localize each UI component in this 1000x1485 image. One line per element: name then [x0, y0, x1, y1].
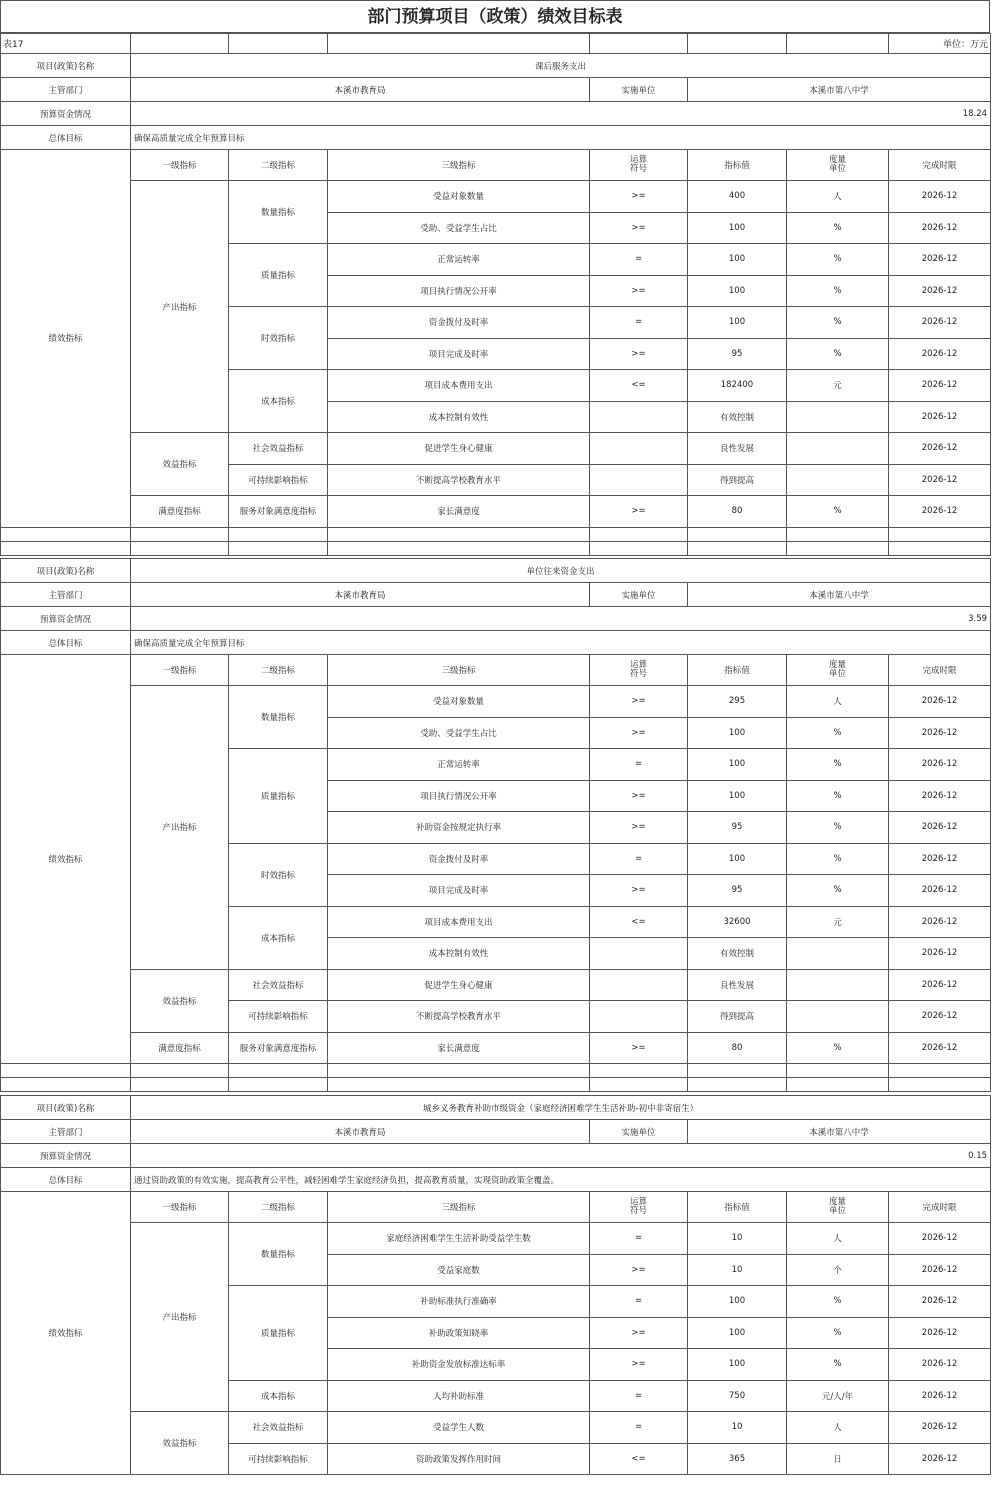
value-cell: 100: [688, 749, 787, 781]
unit-cell: %: [787, 307, 889, 339]
lvl3-indicator: 家长满意度: [328, 496, 590, 528]
empty-cell: [590, 527, 688, 541]
unit-cell: 人: [787, 686, 889, 718]
label-overall-goal: 总体目标: [1, 631, 131, 655]
header-unit: [787, 655, 889, 686]
deadline-cell: 2026-12: [889, 1443, 991, 1475]
label-overall-goal: 总体目标: [1, 126, 131, 150]
header-operator: [590, 150, 688, 181]
header-operator-line2: 符号: [629, 669, 647, 679]
empty-cell: [131, 541, 229, 555]
lvl2-indicator: 数量指标: [229, 1223, 328, 1286]
table-row: [1, 1223, 991, 1255]
empty-cell: [787, 527, 889, 541]
value-cell: 100: [688, 307, 787, 339]
empty-cell: [590, 1078, 688, 1092]
empty-cell: [787, 541, 889, 555]
lvl2-indicator: 质量指标: [229, 244, 328, 307]
header-unit-line1: 度量: [828, 1197, 846, 1207]
project-name-value: 单位往来资金支出: [131, 559, 991, 583]
deadline-cell: 2026-12: [889, 843, 991, 875]
deadline-cell: 2026-12: [889, 1001, 991, 1033]
lvl3-indicator: 项目完成及时率: [328, 875, 590, 907]
value-cell: 100: [688, 843, 787, 875]
operator-cell: =: [590, 1380, 688, 1412]
value-cell: 400: [688, 181, 787, 213]
lvl3-indicator: 受益家庭数: [328, 1254, 590, 1286]
header-operator: [590, 655, 688, 686]
operator-cell: >=: [590, 780, 688, 812]
label-project-name: 项目(政策)名称: [1, 54, 131, 78]
label-perf: 绩效指标: [1, 1192, 131, 1475]
value-cell: 100: [688, 275, 787, 307]
lvl3-indicator: 成本控制有效性: [328, 401, 590, 433]
empty-cell: [131, 527, 229, 541]
lvl3-indicator: 资助政策发挥作用时间: [328, 1443, 590, 1475]
operator-cell: [590, 401, 688, 433]
unit-cell: 个: [787, 1254, 889, 1286]
operator-cell: >=: [590, 275, 688, 307]
deadline-cell: 2026-12: [889, 812, 991, 844]
empty-cell: [229, 527, 328, 541]
unit-cell: 人: [787, 1223, 889, 1255]
header-lvl3: 三级指标: [328, 655, 590, 686]
lvl3-indicator: 正常运转率: [328, 749, 590, 781]
header-value: 指标值: [688, 1192, 787, 1223]
value-cell: 100: [688, 1349, 787, 1381]
header-operator-line1: 运算: [629, 1197, 647, 1207]
deadline-cell: 2026-12: [889, 338, 991, 370]
lvl2-indicator: 成本指标: [229, 370, 328, 433]
operator-cell: >=: [590, 1317, 688, 1349]
header-lvl1: 一级指标: [131, 1192, 229, 1223]
header-unit-line1: 度量: [828, 660, 846, 670]
deadline-cell: 2026-12: [889, 1223, 991, 1255]
operator-cell: >=: [590, 496, 688, 528]
unit-cell: 日: [787, 1443, 889, 1475]
header-unit-line2: 单位: [828, 669, 846, 679]
table-row: [1, 1412, 991, 1444]
value-cell: 10: [688, 1412, 787, 1444]
unit-cell: 元: [787, 370, 889, 402]
lvl2-indicator: 可持续影响指标: [229, 464, 328, 496]
operator-cell: =: [590, 307, 688, 339]
lvl2-indicator: 服务对象满意度指标: [229, 1032, 328, 1064]
operator-cell: >=: [590, 717, 688, 749]
empty-cell: [131, 1064, 229, 1078]
unit-cell: %: [787, 338, 889, 370]
label-perf: 绩效指标: [1, 655, 131, 1064]
value-cell: 95: [688, 875, 787, 907]
label-dept: 主管部门: [1, 78, 131, 102]
lvl3-indicator: 项目执行情况公开率: [328, 275, 590, 307]
operator-cell: =: [590, 843, 688, 875]
empty-cell: [688, 527, 787, 541]
empty-cell: [1, 1078, 131, 1092]
overall-goal-value: 确保高质量完成全年预算目标: [131, 631, 991, 655]
lvl1-indicator: 满意度指标: [131, 1032, 229, 1064]
header-operator-line1: 运算: [629, 155, 647, 165]
value-cell: 182400: [688, 370, 787, 402]
empty-cell: [229, 541, 328, 555]
label-budget: 预算资金情况: [1, 607, 131, 631]
empty-cell: [688, 1064, 787, 1078]
project-name-value: 课后服务支出: [131, 54, 991, 78]
operator-cell: <=: [590, 370, 688, 402]
lvl2-indicator: 数量指标: [229, 686, 328, 749]
deadline-cell: 2026-12: [889, 1286, 991, 1318]
operator-cell: [590, 938, 688, 970]
lvl2-indicator: 可持续影响指标: [229, 1001, 328, 1033]
operator-cell: =: [590, 1286, 688, 1318]
operator-cell: <=: [590, 1443, 688, 1475]
lvl3-indicator: 正常运转率: [328, 244, 590, 276]
section-table: [0, 558, 991, 1092]
header-unit-line2: 单位: [828, 1206, 846, 1216]
lvl3-indicator: 资金拨付及时率: [328, 307, 590, 339]
lvl1-indicator: 效益指标: [131, 1412, 229, 1475]
unit-cell: %: [787, 1317, 889, 1349]
overall-goal-value: 通过资助政策的有效实施，提高教育公平性，减轻困难学生家庭经济负担，提高教育质量，实现资助政策全覆盖。: [131, 1168, 991, 1192]
operator-cell: >=: [590, 338, 688, 370]
unit-cell: [787, 401, 889, 433]
deadline-cell: 2026-12: [889, 181, 991, 213]
value-cell: 良性发展: [688, 433, 787, 465]
empty-cell: [229, 1064, 328, 1078]
empty-cell: [328, 1078, 590, 1092]
header-operator-line2: 符号: [629, 1206, 647, 1216]
lvl2-indicator: 数量指标: [229, 181, 328, 244]
table-row: [1, 181, 991, 213]
empty-cell: [889, 527, 991, 541]
deadline-cell: 2026-12: [889, 496, 991, 528]
operator-cell: >=: [590, 686, 688, 718]
lvl3-indicator: 促进学生身心健康: [328, 433, 590, 465]
operator-cell: >=: [590, 812, 688, 844]
empty-cell: [889, 541, 991, 555]
empty-cell: [590, 541, 688, 555]
unit-cell: [787, 433, 889, 465]
lvl3-indicator: 人均补助标准: [328, 1380, 590, 1412]
unit-cell: 人: [787, 181, 889, 213]
lvl2-indicator: 社会效益指标: [229, 1412, 328, 1444]
value-cell: 10: [688, 1254, 787, 1286]
value-cell: 100: [688, 212, 787, 244]
value-cell: 得到提高: [688, 464, 787, 496]
deadline-cell: 2026-12: [889, 1349, 991, 1381]
lvl3-indicator: 家长满意度: [328, 1032, 590, 1064]
project-name-value: 城乡义务教育补助市级资金（家庭经济困难学生生活补助-初中非寄宿生）: [131, 1096, 991, 1120]
label-perf: 绩效指标: [1, 150, 131, 528]
header-value: 指标值: [688, 150, 787, 181]
table-row: [1, 686, 991, 718]
empty-cell: [328, 1064, 590, 1078]
value-cell: 10: [688, 1223, 787, 1255]
deadline-cell: 2026-12: [889, 1032, 991, 1064]
header-lvl2: 二级指标: [229, 655, 328, 686]
deadline-cell: 2026-12: [889, 433, 991, 465]
header-lvl1: 一级指标: [131, 655, 229, 686]
lvl3-indicator: 不断提高学校教育水平: [328, 464, 590, 496]
lvl2-indicator: 成本指标: [229, 906, 328, 969]
header-deadline: 完成时限: [889, 150, 991, 181]
header-lvl2: 二级指标: [229, 150, 328, 181]
lvl1-indicator: 产出指标: [131, 1223, 229, 1412]
header-value: 指标值: [688, 655, 787, 686]
lvl3-indicator: 补助资金发放标准达标率: [328, 1349, 590, 1381]
empty-cell: [787, 1078, 889, 1092]
value-cell: 得到提高: [688, 1001, 787, 1033]
header-deadline: 完成时限: [889, 1192, 991, 1223]
section-table: [0, 1095, 991, 1475]
deadline-cell: 2026-12: [889, 212, 991, 244]
dept-value: 本溪市教育局: [131, 1120, 590, 1144]
budget-value: 18.24: [131, 102, 991, 126]
empty-cell: [590, 1064, 688, 1078]
header-unit: [787, 1192, 889, 1223]
dept-value: 本溪市教育局: [131, 583, 590, 607]
value-cell: 100: [688, 1286, 787, 1318]
deadline-cell: 2026-12: [889, 686, 991, 718]
empty-cell: [229, 1078, 328, 1092]
lvl3-indicator: 成本控制有效性: [328, 938, 590, 970]
label-dept: 主管部门: [1, 583, 131, 607]
value-cell: 95: [688, 812, 787, 844]
operator-cell: >=: [590, 1254, 688, 1286]
header-info-row: [0, 33, 991, 54]
deadline-cell: 2026-12: [889, 244, 991, 276]
section-table: [0, 53, 991, 556]
lvl3-indicator: 资金拨付及时率: [328, 843, 590, 875]
label-budget: 预算资金情况: [1, 1144, 131, 1168]
lvl1-indicator: 效益指标: [131, 433, 229, 496]
table-row: [1, 496, 991, 528]
value-cell: 100: [688, 244, 787, 276]
header-deadline: 完成时限: [889, 655, 991, 686]
operator-cell: >=: [590, 212, 688, 244]
empty-cell: [328, 541, 590, 555]
deadline-cell: 2026-12: [889, 1380, 991, 1412]
deadline-cell: 2026-12: [889, 1412, 991, 1444]
value-cell: 100: [688, 717, 787, 749]
lvl2-indicator: 社会效益指标: [229, 969, 328, 1001]
budget-value: 3.59: [131, 607, 991, 631]
empty-cell: [1, 527, 131, 541]
value-cell: 100: [688, 780, 787, 812]
operator-cell: =: [590, 244, 688, 276]
deadline-cell: 2026-12: [889, 717, 991, 749]
lvl1-indicator: 效益指标: [131, 969, 229, 1032]
value-cell: 良性发展: [688, 969, 787, 1001]
unit-cell: %: [787, 244, 889, 276]
value-cell: 95: [688, 338, 787, 370]
value-cell: 有效控制: [688, 401, 787, 433]
deadline-cell: 2026-12: [889, 275, 991, 307]
operator-cell: <=: [590, 906, 688, 938]
lvl3-indicator: 受益对象数量: [328, 181, 590, 213]
value-cell: 80: [688, 496, 787, 528]
lvl2-indicator: 社会效益指标: [229, 433, 328, 465]
empty-cell: [1, 1064, 131, 1078]
operator-cell: [590, 464, 688, 496]
page-title: 部门预算项目（政策）绩效目标表: [0, 0, 990, 33]
table-number: 表17: [1, 34, 131, 54]
label-impl-unit: 实施单位: [590, 78, 688, 102]
unit-cell: %: [787, 843, 889, 875]
lvl3-indicator: 受益对象数量: [328, 686, 590, 718]
header-unit-line2: 单位: [828, 164, 846, 174]
operator-cell: [590, 1001, 688, 1033]
label-budget: 预算资金情况: [1, 102, 131, 126]
operator-cell: =: [590, 1223, 688, 1255]
lvl3-indicator: 补助资金按规定执行率: [328, 812, 590, 844]
label-dept: 主管部门: [1, 1120, 131, 1144]
operator-cell: >=: [590, 875, 688, 907]
overall-goal-value: 确保高质量完成全年预算目标: [131, 126, 991, 150]
header-lvl3: 三级指标: [328, 1192, 590, 1223]
unit-cell: 人: [787, 1412, 889, 1444]
value-cell: 295: [688, 686, 787, 718]
lvl3-indicator: 受益学生人数: [328, 1412, 590, 1444]
label-project-name: 项目(政策)名称: [1, 559, 131, 583]
impl-unit-value: 本溪市第八中学: [688, 1120, 991, 1144]
lvl3-indicator: 补助政策知晓率: [328, 1317, 590, 1349]
deadline-cell: 2026-12: [889, 464, 991, 496]
empty-cell: [328, 527, 590, 541]
operator-cell: >=: [590, 181, 688, 213]
label-impl-unit: 实施单位: [590, 1120, 688, 1144]
lvl3-indicator: 项目执行情况公开率: [328, 780, 590, 812]
unit-cell: %: [787, 496, 889, 528]
operator-cell: >=: [590, 1032, 688, 1064]
deadline-cell: 2026-12: [889, 1317, 991, 1349]
lvl2-indicator: 服务对象满意度指标: [229, 496, 328, 528]
unit-label: 单位：万元: [889, 34, 991, 54]
lvl2-indicator: 时效指标: [229, 843, 328, 906]
header-operator: [590, 1192, 688, 1223]
deadline-cell: 2026-12: [889, 401, 991, 433]
label-overall-goal: 总体目标: [1, 1168, 131, 1192]
unit-cell: %: [787, 875, 889, 907]
unit-cell: [787, 938, 889, 970]
lvl2-indicator: 时效指标: [229, 307, 328, 370]
lvl3-indicator: 受助、受益学生占比: [328, 717, 590, 749]
header-lvl2: 二级指标: [229, 1192, 328, 1223]
operator-cell: =: [590, 749, 688, 781]
empty-cell: [787, 1064, 889, 1078]
impl-unit-value: 本溪市第八中学: [688, 583, 991, 607]
lvl3-indicator: 项目完成及时率: [328, 338, 590, 370]
header-operator-line1: 运算: [629, 660, 647, 670]
lvl3-indicator: 受助、受益学生占比: [328, 212, 590, 244]
table-row: [1, 1032, 991, 1064]
lvl3-indicator: 补助标准执行准确率: [328, 1286, 590, 1318]
value-cell: 365: [688, 1443, 787, 1475]
dept-value: 本溪市教育局: [131, 78, 590, 102]
empty-cell: [688, 541, 787, 555]
unit-cell: [787, 464, 889, 496]
deadline-cell: 2026-12: [889, 875, 991, 907]
empty-cell: [1, 541, 131, 555]
label-impl-unit: 实施单位: [590, 583, 688, 607]
deadline-cell: 2026-12: [889, 370, 991, 402]
empty-cell: [688, 1078, 787, 1092]
operator-cell: [590, 433, 688, 465]
unit-cell: 元/人/年: [787, 1380, 889, 1412]
impl-unit-value: 本溪市第八中学: [688, 78, 991, 102]
value-cell: 80: [688, 1032, 787, 1064]
header-lvl1: 一级指标: [131, 150, 229, 181]
unit-cell: %: [787, 212, 889, 244]
deadline-cell: 2026-12: [889, 938, 991, 970]
budget-value: 0.15: [131, 1144, 991, 1168]
lvl2-indicator: 成本指标: [229, 1380, 328, 1412]
lvl1-indicator: 满意度指标: [131, 496, 229, 528]
unit-cell: %: [787, 1349, 889, 1381]
unit-cell: [787, 1001, 889, 1033]
lvl1-indicator: 产出指标: [131, 181, 229, 433]
lvl2-indicator: 可持续影响指标: [229, 1443, 328, 1475]
header-unit: [787, 150, 889, 181]
table-row: [1, 433, 991, 465]
lvl3-indicator: 不断提高学校教育水平: [328, 1001, 590, 1033]
empty-cell: [889, 1064, 991, 1078]
empty-cell: [131, 1078, 229, 1092]
unit-cell: %: [787, 780, 889, 812]
value-cell: 750: [688, 1380, 787, 1412]
lvl3-indicator: 促进学生身心健康: [328, 969, 590, 1001]
unit-cell: %: [787, 812, 889, 844]
unit-cell: %: [787, 275, 889, 307]
lvl2-indicator: 质量指标: [229, 749, 328, 844]
label-project-name: 项目(政策)名称: [1, 1096, 131, 1120]
unit-cell: %: [787, 749, 889, 781]
operator-cell: =: [590, 1412, 688, 1444]
lvl3-indicator: 项目成本费用支出: [328, 906, 590, 938]
header-lvl3: 三级指标: [328, 150, 590, 181]
unit-cell: %: [787, 717, 889, 749]
empty-cell: [889, 1078, 991, 1092]
value-cell: 100: [688, 1317, 787, 1349]
deadline-cell: 2026-12: [889, 307, 991, 339]
unit-cell: [787, 969, 889, 1001]
deadline-cell: 2026-12: [889, 1254, 991, 1286]
header-operator-line2: 符号: [629, 164, 647, 174]
unit-cell: 元: [787, 906, 889, 938]
value-cell: 有效控制: [688, 938, 787, 970]
unit-cell: %: [787, 1286, 889, 1318]
deadline-cell: 2026-12: [889, 780, 991, 812]
lvl3-indicator: 家庭经济困难学生生活补助受益学生数: [328, 1223, 590, 1255]
deadline-cell: 2026-12: [889, 969, 991, 1001]
lvl2-indicator: 质量指标: [229, 1286, 328, 1381]
operator-cell: [590, 969, 688, 1001]
table-row: [1, 969, 991, 1001]
header-unit-line1: 度量: [828, 155, 846, 165]
deadline-cell: 2026-12: [889, 906, 991, 938]
operator-cell: >=: [590, 1349, 688, 1381]
lvl1-indicator: 产出指标: [131, 686, 229, 970]
lvl3-indicator: 项目成本费用支出: [328, 370, 590, 402]
unit-cell: %: [787, 1032, 889, 1064]
value-cell: 32600: [688, 906, 787, 938]
deadline-cell: 2026-12: [889, 749, 991, 781]
